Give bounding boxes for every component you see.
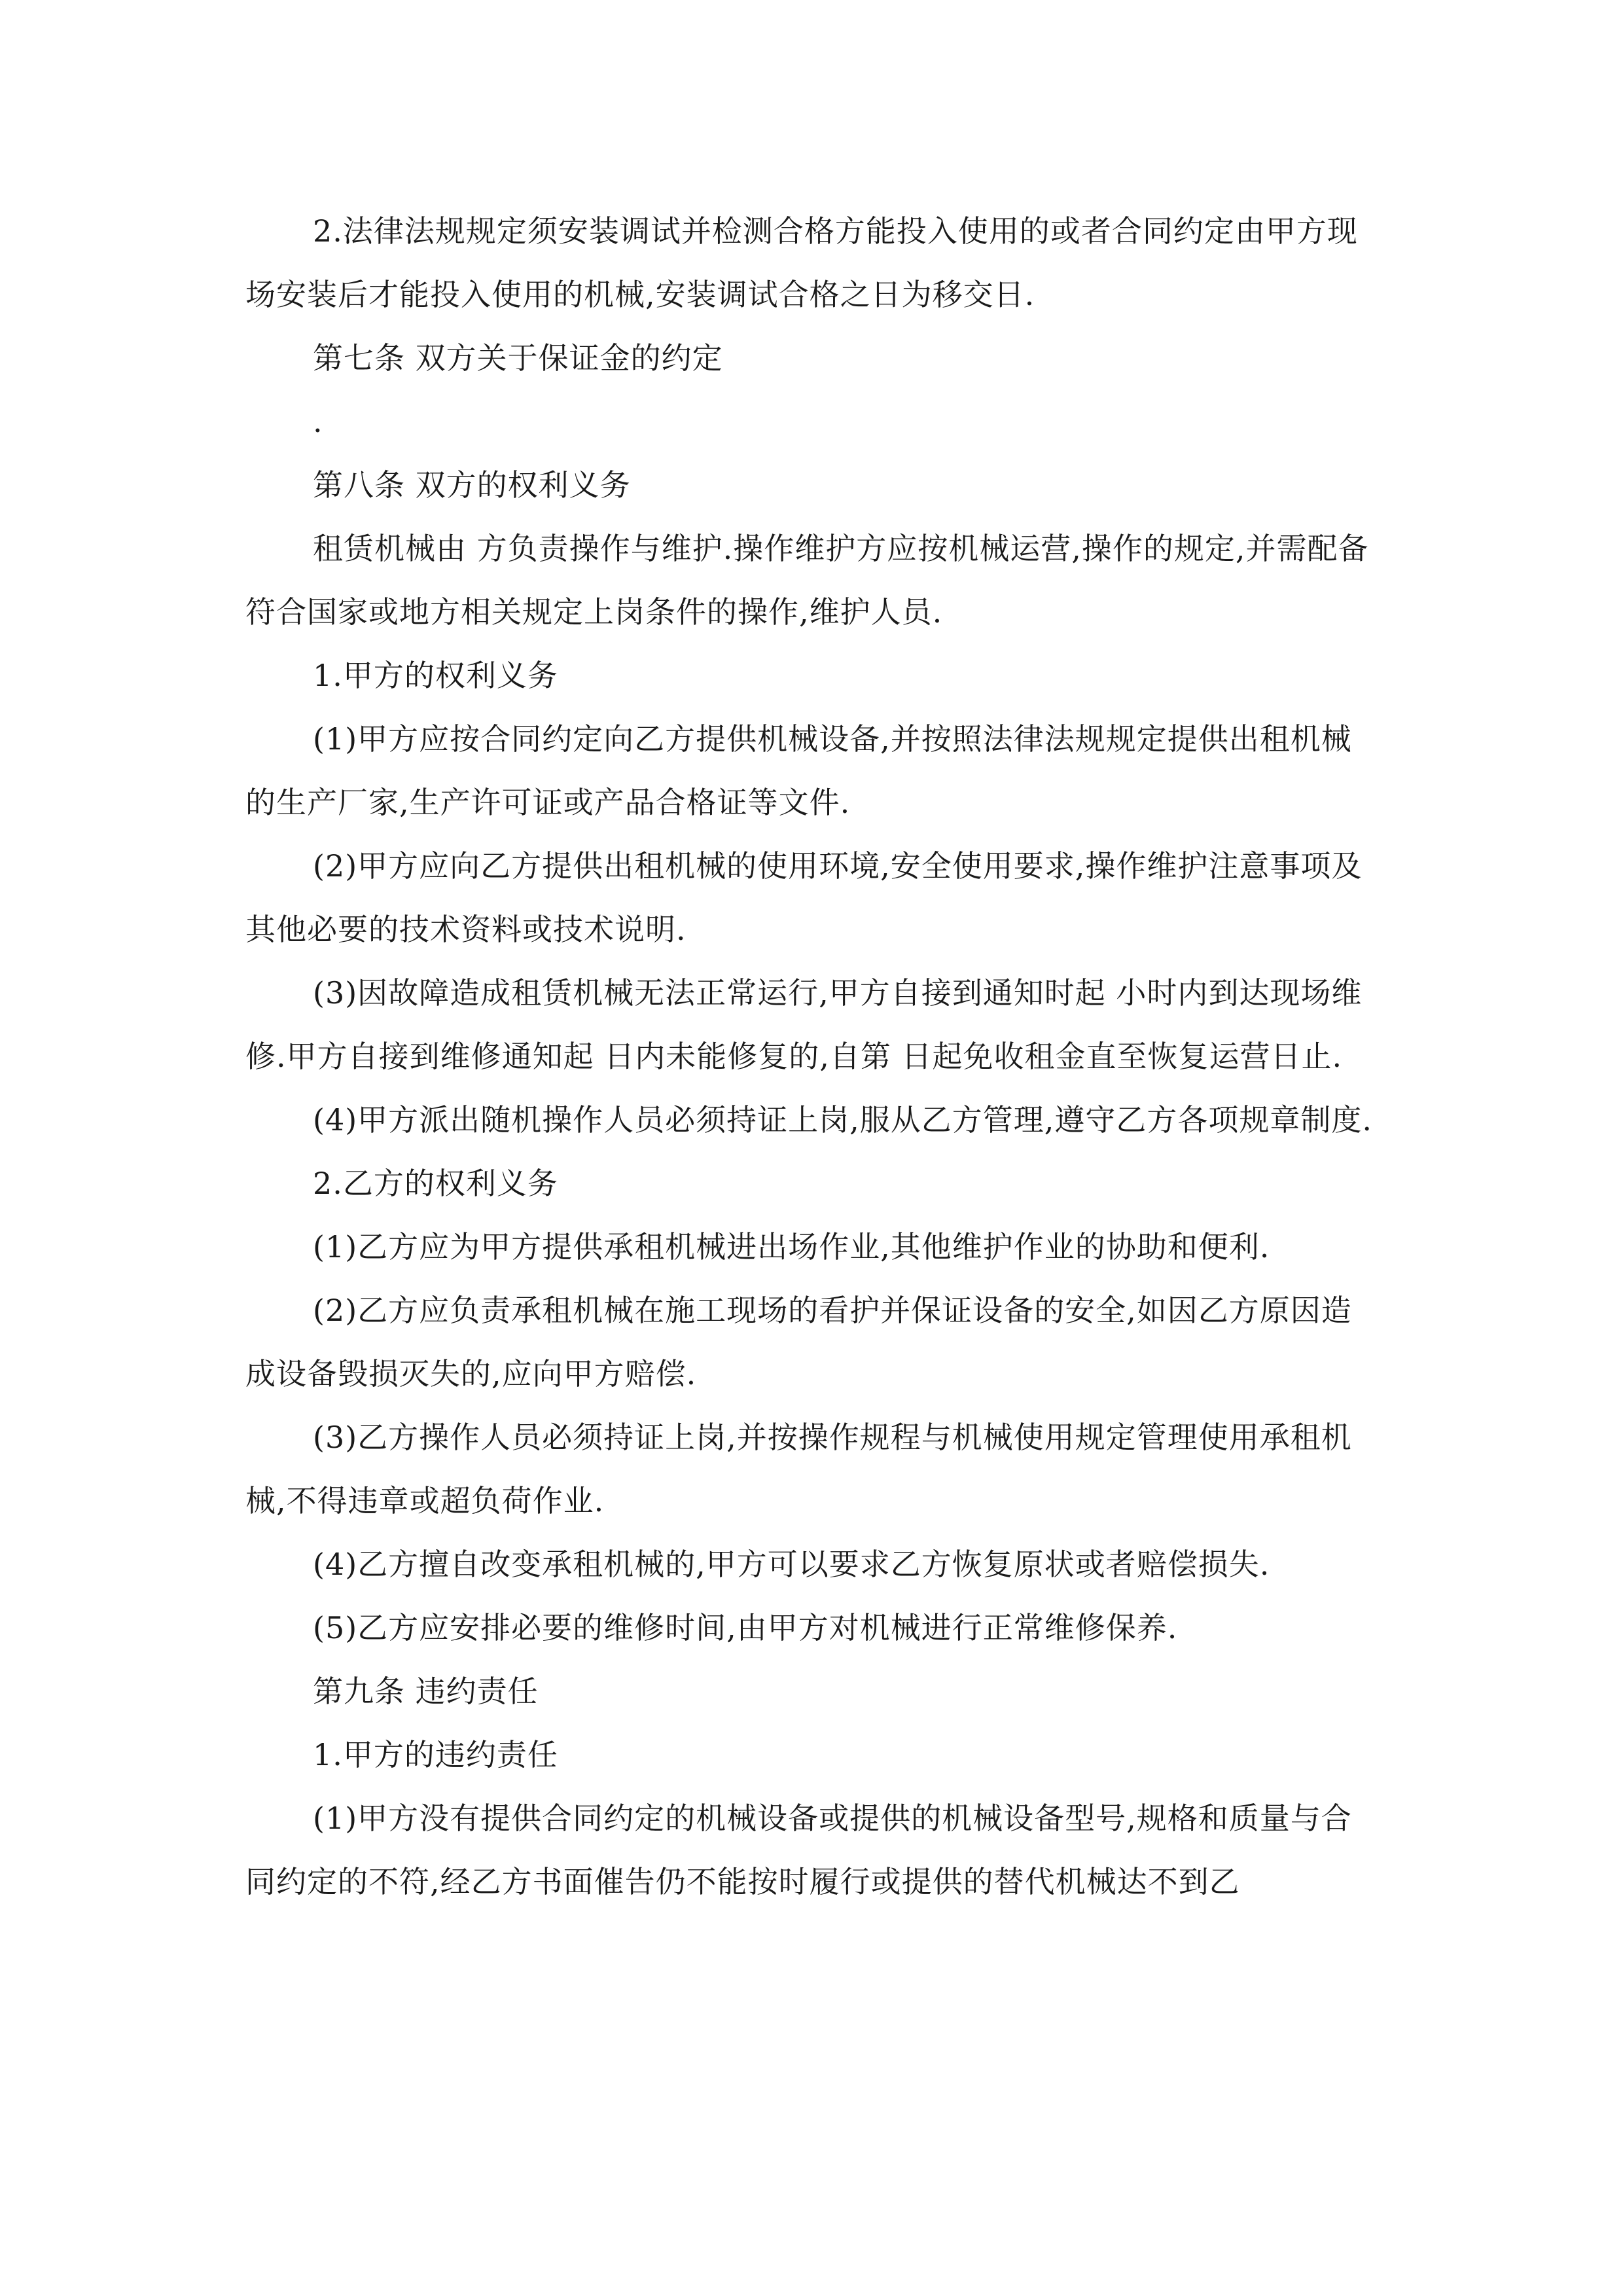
paragraph-handover-date: 2.法律法规规定须安装调试并检测合格方能投入使用的或者合同约定由甲方现场安装后才能投入使用的机械,安装调试合格之日为移交日. — [245, 213, 1358, 312]
heading-party-a-rights: 1.甲方的权利义务 — [313, 658, 558, 693]
clause-a-4: (4)甲方派出随机操作人员必须持证上岗,服从乙方管理,遵守乙方各项规章制度. — [313, 1102, 1373, 1138]
clause-b-3: (3)乙方操作人员必须持证上岗,并按操作规程与机械使用规定管理使用承租机械,不得违章或超负荷作业. — [245, 1420, 1352, 1518]
clause-b-1: (1)乙方应为甲方提供承租机械进出场作业,其他维护作业的协助和便利. — [313, 1229, 1270, 1265]
paragraph-operation-maintenance: 租赁机械由 方负责操作与维护.操作维护方应按机械运营,操作的规定,并需配备符合国家或地方相关规定上岗条件的操作,维护人员. — [245, 531, 1369, 630]
clause-a-1: (1)甲方应按合同约定向乙方提供机械设备,并按照法律法规规定提供出租机械的生产厂家,生产许可证或产品合格证等文件. — [245, 721, 1352, 820]
heading-article-8: 第八条 双方的权利义务 — [313, 467, 631, 503]
heading-article-9: 第九条 违约责任 — [313, 1674, 539, 1709]
clause-b-2: (2)乙方应负责承租机械在施工现场的看护并保证设备的安全,如因乙方原因造成设备毁损灭失的,应向甲方赔偿. — [245, 1293, 1352, 1391]
clause-liability-1: (1)甲方没有提供合同约定的机械设备或提供的机械设备型号,规格和质量与合同约定的不符,经乙方书面催告仍不能按时履行或提供的替代机械达不到乙 — [245, 1801, 1352, 1899]
clause-a-3: (3)因故障造成租赁机械无法正常运行,甲方自接到通知时起 小时内到达现场维修.甲方自接到维修通知起 日内未能修复的,自第 日起免收租金直至恢复运营日止. — [245, 975, 1363, 1074]
document-body — [245, 200, 1381, 1914]
heading-party-a-liability: 1.甲方的违约责任 — [313, 1737, 558, 1772]
clause-b-4: (4)乙方擅自改变承租机械的,甲方可以要求乙方恢复原状或者赔偿损失. — [313, 1547, 1270, 1582]
clause-b-5: (5)乙方应安排必要的维修时间,由甲方对机械进行正常维修保养. — [313, 1610, 1178, 1645]
heading-article-7: 第七条 双方关于保证金的约定 — [313, 340, 723, 376]
heading-party-b-rights: 2.乙方的权利义务 — [313, 1166, 558, 1201]
paragraph-deposit-blank: . — [313, 404, 323, 439]
clause-a-2: (2)甲方应向乙方提供出租机械的使用环境,安全使用要求,操作维护注意事项及其他必要的技术资料或技术说明. — [245, 848, 1363, 947]
